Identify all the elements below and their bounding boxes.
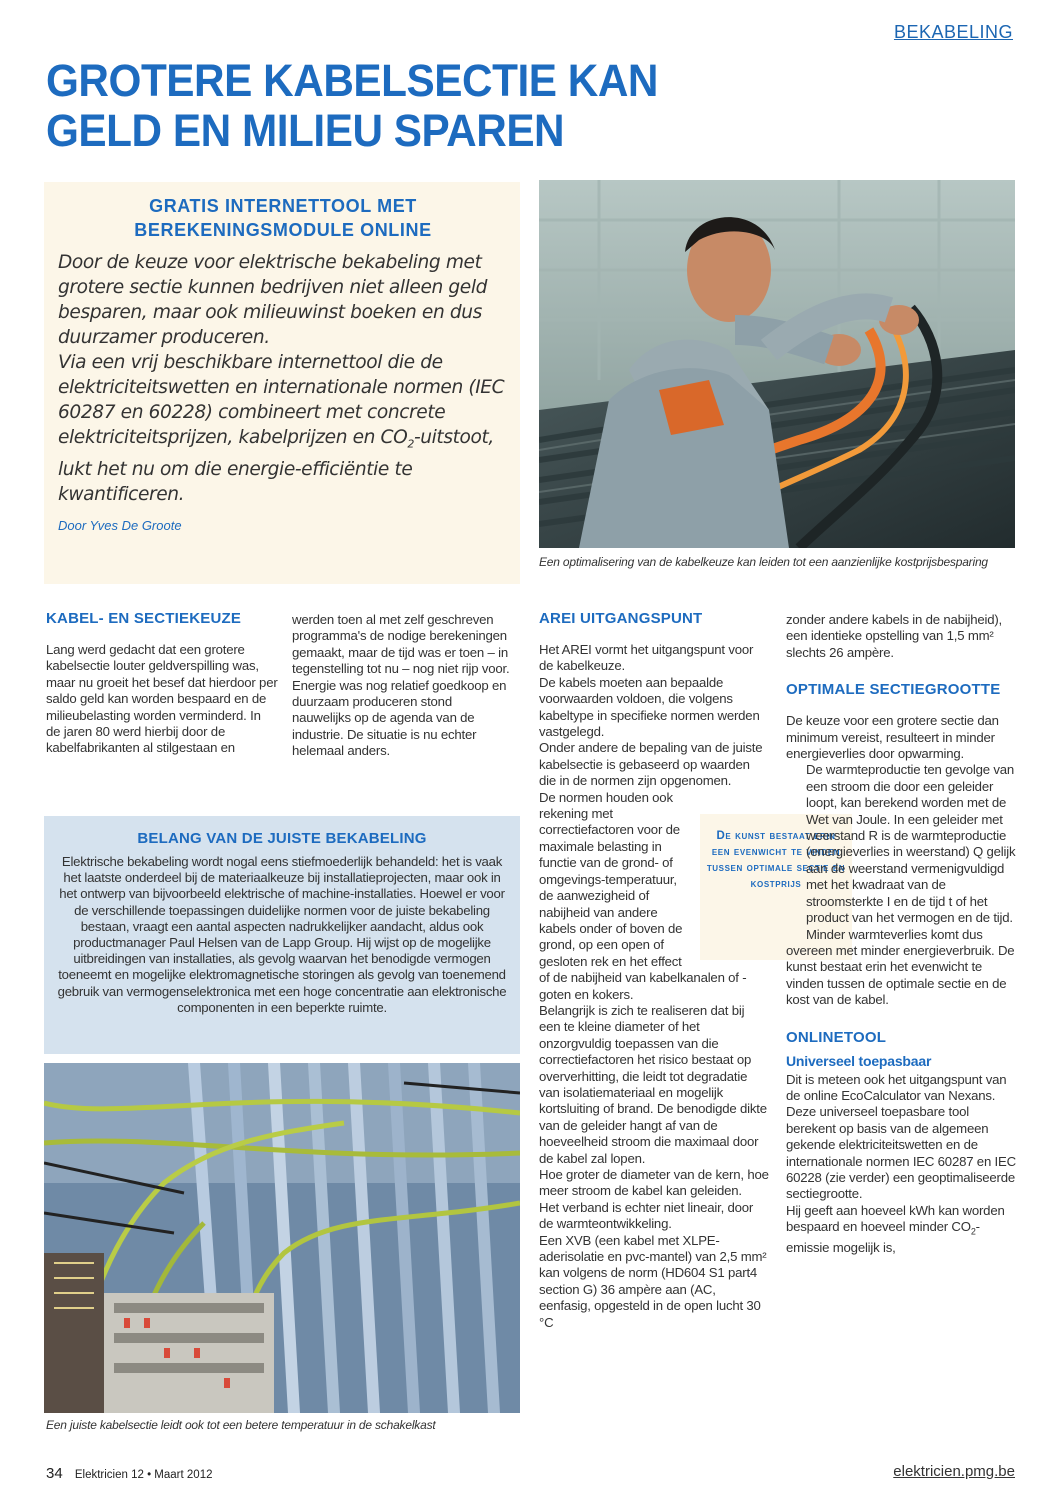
intro-title-line-2: BEREKENINGSMODULE ONLINE bbox=[134, 220, 432, 240]
title-line-2: GELD EN MILIEU SPAREN bbox=[46, 105, 565, 156]
heading-onlinetool: ONLINETOOL bbox=[786, 1028, 887, 1046]
col3-paragraph-6: Hoe groter de diameter van de kern, hoe meer stroom de kabel kan geleiden. bbox=[539, 1167, 769, 1199]
belang-text: Elektrische bekabeling wordt nogal eens stiefmoederlijk behandeld: het is vaak het laatste onderdeel bij de materiaalkeuze bij installatieprojecten, maar ook in het ontwerp van bijvoorbeeld elektrische of machine-installaties. Hoewel er voor de verschillende toepassingen duidelijke normen voor de juiste bekabeling bestaan, vraagt een aantal aspecten nadrukkelijker aandacht, aldus ook productmanager Paul Helsen van de Lapp Group. Hij wijst op de mogelijke uitbreidingen van installaties, als gevolg waarvan het benodigde vermogen toeneemt en mogelijke elektromagnetische storingen als gevolg van toenemend gebruik van vermogenselektronica met een hoge concentratie aan elektronische componenten in een beperkte ruimte. bbox=[57, 854, 507, 1015]
pull-quote-spacer-left bbox=[786, 778, 806, 928]
col4-paragraph-2: De keuze voor een grotere sectie dan minimum vereist, resulteert in minder energieverlies door opwarming. bbox=[786, 713, 999, 762]
caption-bottom-photo: Een juiste kabelsectie leidt ook tot een betere temperatuur in de schakelkast bbox=[46, 1418, 436, 1432]
intro-text bbox=[58, 250, 508, 507]
caption-top-photo: Een optimalisering van de kabelkeuze kan leiden tot een aanzienlijke kostprijsbesparing bbox=[539, 555, 988, 569]
intro-p2-a: Via een vrij beschikbare internettool die de elektriciteitswetten en internationale normen (IEC 60287 en 60228) combineert met concrete elektriciteitsprijzen, kabelprijzen en CO bbox=[58, 352, 505, 448]
intro-paragraph-2 bbox=[58, 350, 508, 507]
col4-paragraph-4: Minder warmteverlies komt dus overeen met minder energieverbruik. De kunst bestaat erin het evenwicht te vinden tussen de optimale sectie en de kost van de kabel. bbox=[786, 926, 1015, 1008]
intro-p2-sub: 2 bbox=[407, 437, 414, 451]
col3-paragraph-2: De kabels moeten aan bepaalde voorwaarden voldoen, die volgens kabeltype in specifieke normen werden vastgelegd. bbox=[539, 674, 760, 740]
column-3 bbox=[539, 610, 769, 1331]
intro-title-line-1: GRATIS INTERNETTOOL MET bbox=[149, 196, 417, 216]
column-1 bbox=[46, 610, 278, 757]
col3-paragraph-1: Het AREI vormt het uitgangspunt voor de kabelkeuze. bbox=[539, 642, 754, 674]
page-title bbox=[46, 56, 892, 156]
column-2 bbox=[292, 612, 512, 760]
page-number: 34 bbox=[46, 1465, 63, 1482]
col4-paragraph-3: De warmteproductie ten gevolge van een stroom die door een geleider loopt, kan berekend worden met de Wet van Joule. In een geleider met weerstand R is de warmteproductie (energieverlies in weerstand) Q gelijk aan de weerstand vermenigvuldigd met het kwadraat van de stroomsterkte I en de tijd t of het product van het vermogen en de tijd. bbox=[806, 762, 1016, 926]
heading-optimale-sectiegrootte: OPTIMALE SECTIEGROOTTE bbox=[786, 681, 1001, 699]
col4-paragraph-6: Deze universeel toepasbare tool berekent op basis van de algemeen gekende elektriciteitswetten en de internationale normen IEC 60287 en IEC 60228 (zie verder) een geoptimaliseerde sectiegrootte. bbox=[786, 1104, 1016, 1202]
belang-box bbox=[44, 816, 520, 1054]
col3-paragraph-3: Onder andere de bepaling van de juiste kabelsectie is gebaseerd op waarden die in de normen zijn opgenomen. bbox=[539, 740, 763, 789]
col4-paragraph-7 bbox=[786, 1203, 1018, 1257]
column-4 bbox=[786, 612, 1018, 1257]
col4-p7-sub: 2 bbox=[970, 1226, 976, 1237]
subheading-universeel-toepasbaar: Universeel toepasbaar bbox=[786, 1052, 932, 1069]
col2-paragraph-2: Energie was nog relatief goedkoop en duurzaam produceren stond nauwelijks op de agenda van de industrie. De situatie is nu echter helemaal anders. bbox=[292, 677, 507, 759]
col4-paragraph-5: Dit is meteen ook het uitgangspunt van de online EcoCalculator van Nexans. bbox=[786, 1071, 1007, 1103]
section-tag: BEKABELING bbox=[893, 22, 1013, 42]
intro-paragraph-1: Door de keuze voor elektrische bekabeling met grotere sectie kunnen bedrijven niet alleen geld besparen, maar ook milieuwinst boeken en dus duurzamer produceren. bbox=[58, 252, 488, 348]
col4-p7-a: Hij geeft aan hoeveel kWh kan worden bespaard en hoeveel minder CO bbox=[786, 1202, 1005, 1235]
col3-paragraph-5: Belangrijk is zich te realiseren dat bij een te kleine diameter of het onzorgvuldig toepassen van die correctiefactoren het risico bestaat op oververhitting, die leidt tot degradatie van isolatiemateriaal en mogelijk kortsluiting of brand. De benodigde dikte van de geleider hangt af van de hoeveelheid stroom die maximaal door de kabel zal lopen. bbox=[539, 1002, 767, 1166]
col3-paragraph-4: De normen houden ook rekening met correctiefactoren voor de maximale belasting in functie van de grond- of omgevings-temperatuur, de aanwezigheid of nabijheid van andere kabels onder of boven de grond, op een open of gesloten rek en het effect of de nabijheid van kabelkanalen of -goten en kokers. bbox=[539, 789, 747, 1002]
intro-title bbox=[58, 194, 508, 242]
footer-left bbox=[46, 1465, 212, 1482]
photo-technician-cables bbox=[539, 180, 1015, 548]
intro-box bbox=[44, 182, 520, 584]
pull-quote: De kunst bestaat erin een evenwicht te vinden tussen optimale sectie en kostprijs bbox=[700, 814, 852, 960]
magazine-issue: Elektricien 12 • Maart 2012 bbox=[74, 1469, 213, 1481]
photo-technician-illustration bbox=[539, 180, 1015, 548]
col4-paragraph-1: zonder andere kabels in de nabijheid), een identieke opstelling van 1,5 mm² slechts 26 ampère. bbox=[786, 612, 1003, 660]
belang-title: BELANG VAN DE JUISTE BEKABELING bbox=[137, 830, 427, 847]
title-line-1: GROTERE KABELSECTIE KAN bbox=[46, 55, 658, 106]
col2-paragraph-1: werden toen al met zelf geschreven programma's de nodige berekeningen gemaakt, maar de tijd was er toen – in tegenstelling tot nu – nog niet rijp voor. bbox=[292, 612, 510, 677]
col1-paragraph: Lang werd gedacht dat een grotere kabelsectie louter geldverspilling was, maar nu groeit het besef dat hierdoor per saldo geld kan worden bespaard en de milieubelasting worden verminderd. In de jaren 80 werd hierbij door de kabelfabrikanten al stilgestaan en bbox=[46, 642, 278, 756]
photo-switch-cabinet bbox=[44, 1063, 520, 1413]
intro-p2-b: -uitstoot, lukt het nu om die energie-efficiëntie te kwantificeren. bbox=[58, 427, 494, 505]
byline: Door Yves De Groote bbox=[58, 518, 182, 533]
heading-arei-uitgangspunt: AREI UITGANGSPUNT bbox=[539, 610, 703, 627]
col4-p7-b: -emissie mogelijk is, bbox=[786, 1219, 980, 1256]
heading-kabel-sectiekeuze: KABEL- EN SECTIEKEUZE bbox=[46, 610, 242, 627]
col3-paragraph-8: Een XVB (een kabel met XLPE-aderisolatie en pvc-mantel) van 2,5 mm² kan volgens de norm (HD604 S1 part4 section G) 36 ampère aan (AC, eenfasig, opgesteld in de open lucht 30 °C bbox=[539, 1232, 767, 1330]
col3-paragraph-7: Het verband is echter niet lineair, door de warmteontwikkeling. bbox=[539, 1199, 754, 1232]
footer-url-link[interactable]: elektricien.pmg.be bbox=[893, 1463, 1015, 1480]
photo-cabinet-illustration bbox=[44, 1063, 520, 1413]
